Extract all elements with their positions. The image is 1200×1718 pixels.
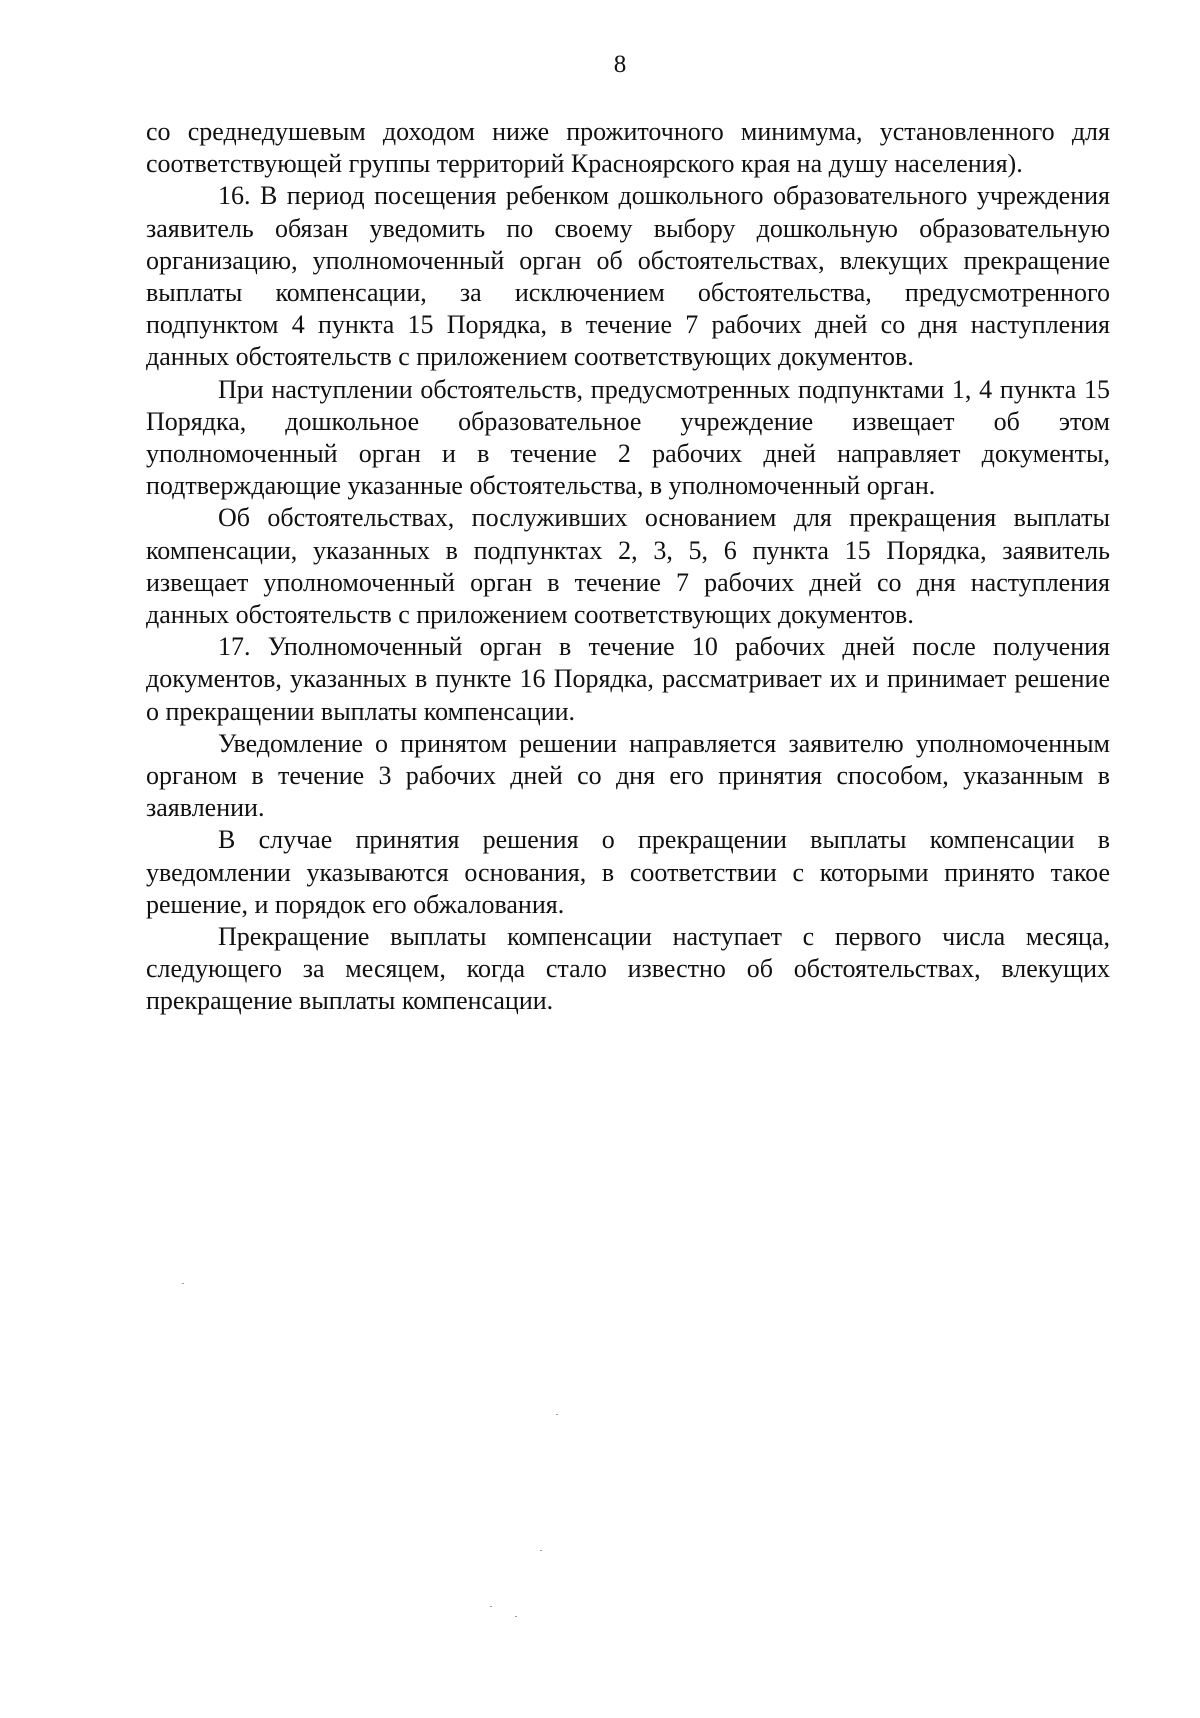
document-body: [146, 116, 1110, 1018]
paragraph-item-17-grounds: В случае принятия решения о прекращении выплаты компенсации в уведомлении указываются основания, в соответствии с которыми принято такое решение, и порядок его обжалования.: [146, 825, 1110, 919]
paragraph-continuation: со среднедушевым доходом ниже прожиточного минимума, установленного для соответствующей группы территорий Красноярского края на душу населения).: [146, 117, 1110, 179]
scan-speck: [556, 1414, 558, 1415]
scan-speck: [490, 1606, 492, 1607]
paragraph-termination-date: Прекращение выплаты компенсации наступает с первого числа месяца, следующего за месяцем, когда стало известно об обстоятельствах, влекущих прекращение выплаты компенсации.: [146, 922, 1110, 1016]
paragraph-item-16: 16. В период посещения ребенком дошкольного образовательного учреждения заявитель обязан уведомить по своему выбору дошкольную образовательную организацию, уполномоченный орган об обстоятельствах, влекущих прекращение выплаты компенсации, за исключением обстоятельства, предусмотренного подпунктом 4 пункта 15 Порядка, в течение 7 рабочих дней со дня наступления данных обстоятельств с приложением соответствующих документов.: [146, 181, 1110, 372]
scan-speck: [182, 1283, 184, 1284]
scan-speck: [540, 1550, 542, 1551]
paragraph-item-16-notice-institution: При наступлении обстоятельств, предусмотренных подпунктами 1, 4 пункта 15 Порядка, дошкольное образовательное учреждение извещает об этом уполномоченный орган и в течение 2 рабочих дней направляет документы, подтверждающие указанные обстоятельства, в уполномоченный орган.: [146, 374, 1110, 501]
scan-speck: [515, 1616, 517, 1617]
page-number: 8: [613, 51, 627, 78]
paragraph-item-17-notification: Уведомление о принятом решении направляется заявителю уполномоченным органом в течение 3 рабочих дней со дня его принятия способом, указанным в заявлении.: [146, 728, 1110, 823]
paragraph-item-17: 17. Уполномоченный орган в течение 10 рабочих дней после получения документов, указанных в пункте 16 Порядка, рассматривает их и принимает решение о прекращении выплаты компенсации.: [146, 632, 1110, 726]
paragraph-item-16-notice-applicant: Об обстоятельствах, послуживших основанием для прекращения выплаты компенсации, указанных в подпунктах 2, 3, 5, 6 пункта 15 Порядка, заявитель извещает уполномоченный орган в течение 7 рабочих дней со дня наступления данных обстоятельств с приложением соответствующих документов.: [146, 503, 1110, 630]
